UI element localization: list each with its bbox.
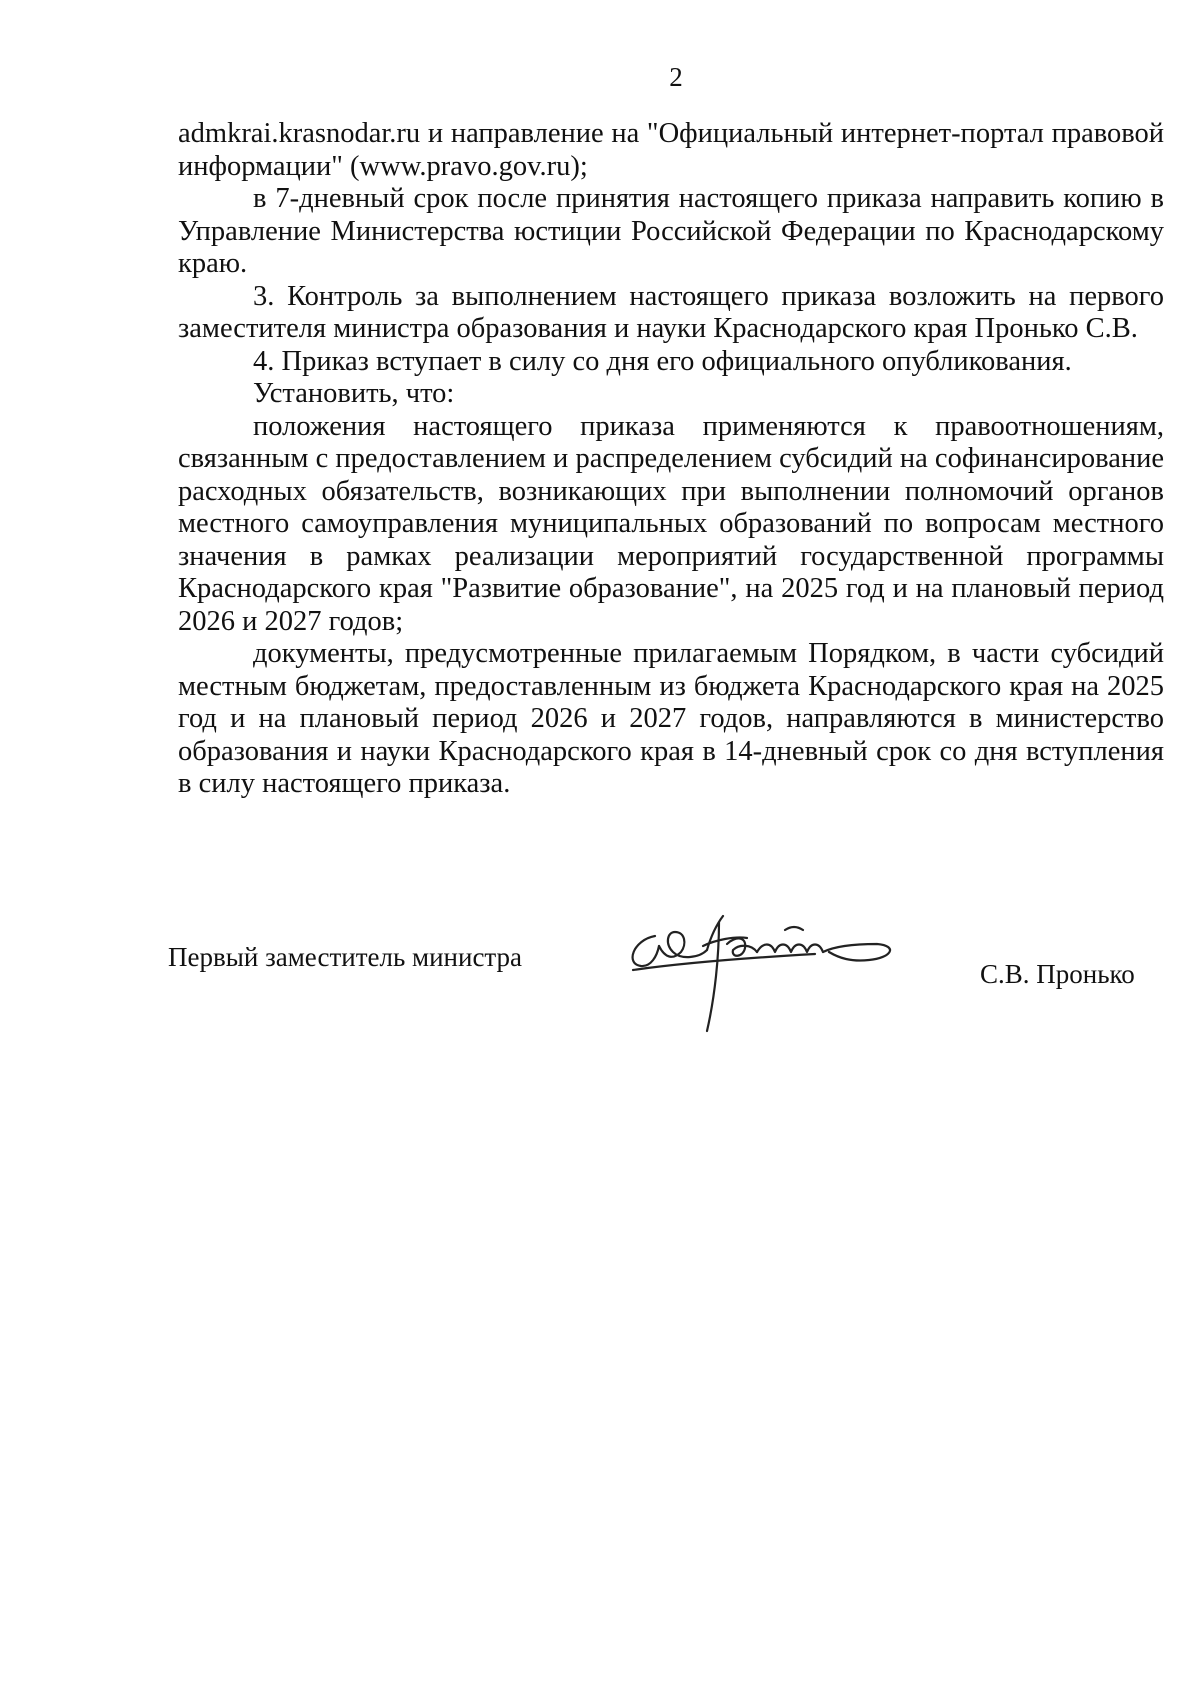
paragraph: положения настоящего приказа применяются к правоотношениям, связанным с предоставлением и распределением субсидий на софинансирование расходных обязательств, возникающих при выполнении полномочий органов местного самоуправления муниципальных образований по вопросам местного значения в рамках реализации мероприятий государственной программы Краснодарского края "Развитие образование", на 2025 год и на плановый период 2026 и 2027 годов; [178, 410, 1164, 637]
paragraph: в 7-дневный срок после принятия настоящего приказа направить копию в Управление Министерства юстиции Российской Федерации по Краснодарскому краю. [178, 183, 1164, 279]
handwritten-signature [615, 896, 915, 1036]
signatory-title: Первый заместитель министра [168, 942, 523, 972]
paragraph: 3. Контроль за выполнением настоящего приказа возложить на первого заместителя министра образования и науки Краснодарского края Пронько С.В. [178, 280, 1164, 344]
signatory-name: С.В. Пронько [980, 959, 1135, 989]
document-body [178, 118, 1164, 801]
paragraph: документы, предусмотренные прилагаемым Порядком, в части субсидий местным бюджетам, предоставленным из бюджета Краснодарского края на 2025 год и на плановый период 2026 и 2027 годов, направляются в министерство образования и науки Краснодарского края в 14-дневный срок со дня вступления в силу настоящего приказа. [178, 638, 1164, 799]
paragraph: Установить, что: [253, 378, 455, 409]
page-number: 2 [669, 62, 683, 92]
paragraph: 4. Приказ вступает в силу со дня его официального опубликования. [253, 345, 1072, 377]
paragraph: admkrai.krasnodar.ru и направление на "Официальный интернет-портал правовой информации" (www.pravo.gov.ru); [178, 118, 1164, 182]
